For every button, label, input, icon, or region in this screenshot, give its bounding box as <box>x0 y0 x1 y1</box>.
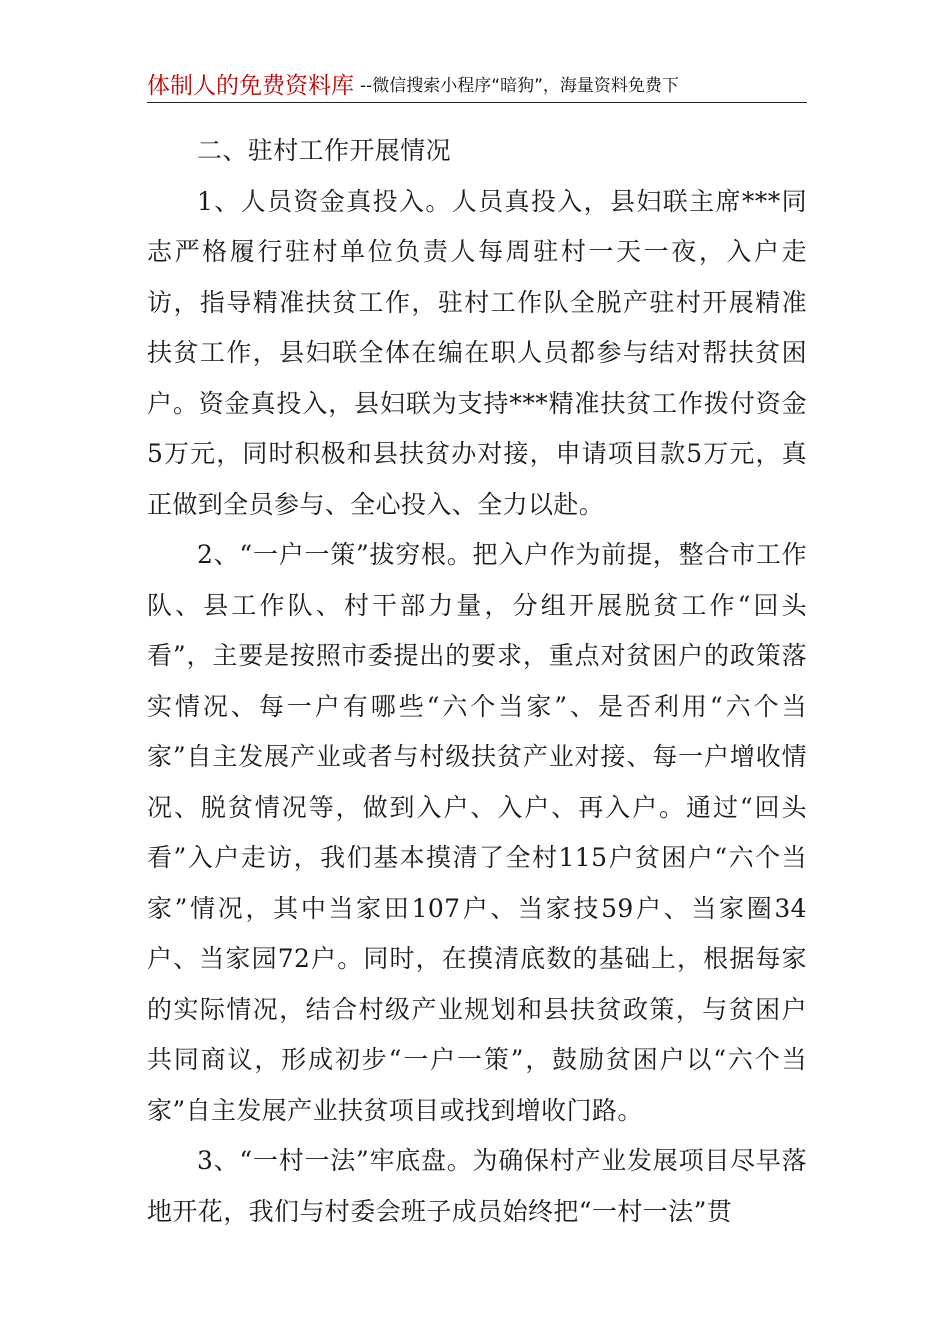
watermark-header <box>147 72 807 103</box>
paragraph-3: 3、“一村一法”牢底盘。为确保村产业发展项目尽早落地开花，我们与村委会班子成员始终把“一村一法”贯 <box>147 1146 807 1226</box>
header-brand: 体制人的免费资料库 <box>147 73 354 99</box>
header-tagline: --微信搜索小程序“暗狗”，海量资料免费下 <box>360 76 679 96</box>
section-heading: 二、驻村工作开展情况 <box>197 136 452 165</box>
paragraph-2: 2、“一户一策”拔穷根。把入户作为前提，整合市工作队、县工作队、村干部力量，分组开展脱贫工作“回头看”，主要是按照市委提出的要求，重点对贫困户的政策落实情况、每一户有哪些“六个当家”、是否利用“六个当家”自主发展产业或者与村级扶贫产业对接、每一户增收情况、脱贫情况等，做到入户、入户、再入户。通过“回头看”入户走访，我们基本摸清了全村115户贫困户“六个当家”情况，其中当家田107户、当家技59户、当家圈34户、当家园72户。同时，在摸清底数的基础上，根据每家的实际情况，结合村级产业规划和县扶贫政策，与贫困户共同商议，形成初步“一户一策”，鼓励贫困户以“六个当家”自主发展产业扶贫项目或找到增收门路。 <box>147 540 807 1125</box>
paragraph-1: 1、人员资金真投入。人员真投入，县妇联主席***同志严格履行驻村单位负责人每周驻村一天一夜，入户走访，指导精准扶贫工作，驻村工作队全脱产驻村开展精准扶贫工作，县妇联全体在编在职人员都参与结对帮扶贫困户。资金真投入，县妇联为支持***精准扶贫工作拨付资金5万元，同时积极和县扶贫办对接，申请项目款5万元，真正做到全员参与、全心投入、全力以赴。 <box>147 186 807 519</box>
document-body <box>147 126 807 1237</box>
